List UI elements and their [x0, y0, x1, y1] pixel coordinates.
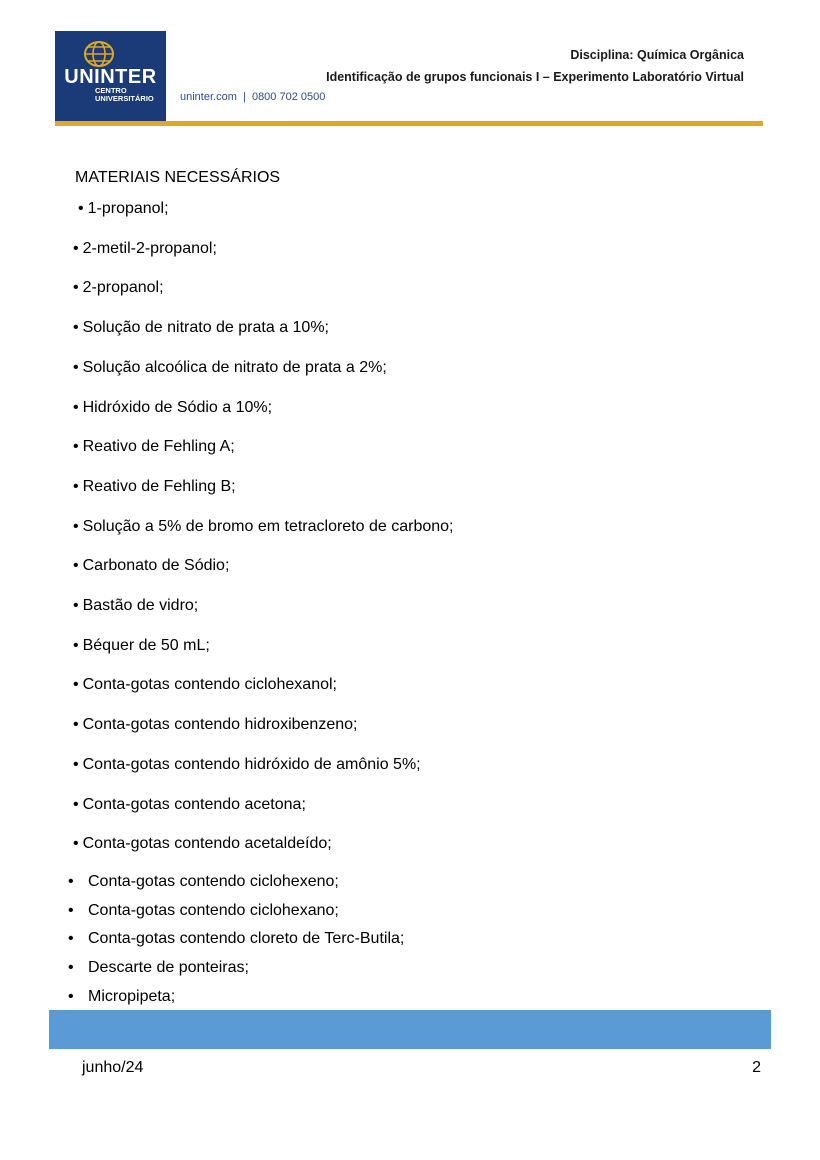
list-item: • Micropipeta;	[68, 988, 176, 1005]
list-item-label: Conta-gotas contendo cloreto de Terc-Butila;	[88, 930, 405, 947]
list-item-label: Béquer de 50 mL;	[82, 637, 210, 654]
list-item-label: Bastão de vidro;	[82, 597, 199, 614]
list-item: • Reativo de Fehling B;	[73, 478, 236, 495]
list-item-label: Descarte de ponteiras;	[88, 959, 249, 976]
footer-date: junho/24	[82, 1059, 144, 1076]
contact-info: uninter.com | 0800 702 0500	[180, 91, 326, 103]
list-item-label: 1-propanol;	[87, 200, 169, 217]
list-item-label: Hidróxido de Sódio a 10%;	[82, 399, 273, 416]
list-item-label: Carbonato de Sódio;	[82, 557, 230, 574]
list-item: • Hidróxido de Sódio a 10%;	[73, 399, 273, 416]
list-item: • 2-propanol;	[73, 279, 164, 296]
logo-subtitle-line2: UNIVERSITÁRIO	[95, 94, 154, 103]
list-item: • Bastão de vidro;	[73, 597, 199, 614]
list-item: • 2-metil-2-propanol;	[73, 240, 217, 257]
experiment-title: Identificação de grupos funcionais I – Experimento Laboratório Virtual	[326, 70, 744, 84]
list-item-label: Reativo de Fehling A;	[82, 438, 235, 455]
list-item: • Béquer de 50 mL;	[73, 637, 210, 654]
list-item-label: Solução alcoólica de nitrato de prata a 2%;	[82, 359, 387, 376]
uninter-logo	[55, 31, 166, 121]
list-item: • Conta-gotas contendo hidroxibenzeno;	[73, 716, 358, 733]
footer-bar	[49, 1010, 771, 1049]
list-item: • 1-propanol;	[78, 200, 169, 217]
header-title	[326, 44, 744, 88]
section-title: MATERIAIS NECESSÁRIOS	[75, 169, 281, 186]
list-item-label: Conta-gotas contendo acetona;	[82, 796, 306, 813]
list-item: • Solução alcoólica de nitrato de prata a 2%;	[73, 359, 387, 376]
list-item-label: Solução de nitrato de prata a 10%;	[82, 319, 329, 336]
list-item: • Conta-gotas contendo ciclohexanol;	[73, 676, 337, 693]
list-item: • Conta-gotas contendo acetaldeído;	[73, 835, 332, 852]
list-item-label: Conta-gotas contendo ciclohexano;	[88, 902, 339, 919]
list-item: • Conta-gotas contendo hidróxido de amônio 5%;	[73, 756, 421, 773]
list-item: • Descarte de ponteiras;	[68, 959, 249, 976]
list-item-label: Solução a 5% de bromo em tetracloreto de carbono;	[82, 518, 454, 535]
list-item: • Conta-gotas contendo ciclohexano;	[68, 902, 339, 919]
list-item-label: Reativo de Fehling B;	[82, 478, 236, 495]
list-item: • Carbonato de Sódio;	[73, 557, 230, 574]
list-item-label: Micropipeta;	[88, 988, 176, 1005]
list-item-label: Conta-gotas contendo hidroxibenzeno;	[82, 716, 358, 733]
logo-subtitle	[95, 87, 154, 103]
discipline-title: Disciplina: Química Orgânica	[570, 48, 744, 62]
list-item: • Solução de nitrato de prata a 10%;	[73, 319, 329, 336]
list-item: • Reativo de Fehling A;	[73, 438, 235, 455]
logo-name: UNINTER	[64, 66, 157, 88]
globe-icon	[81, 39, 117, 69]
list-item-label: 2-metil-2-propanol;	[82, 240, 217, 257]
header-divider	[55, 121, 763, 126]
list-item: • Conta-gotas contendo ciclohexeno;	[68, 873, 339, 890]
list-item: • Conta-gotas contendo cloreto de Terc-Butila;	[68, 930, 405, 947]
page-number: 2	[752, 1059, 761, 1076]
logo-subtitle-line1: CENTRO	[95, 86, 127, 95]
list-item: • Solução a 5% de bromo em tetracloreto de carbono;	[73, 518, 454, 535]
list-item-label: Conta-gotas contendo hidróxido de amônio 5%;	[82, 756, 421, 773]
list-item-label: Conta-gotas contendo ciclohexeno;	[88, 873, 339, 890]
list-item-label: Conta-gotas contendo ciclohexanol;	[82, 676, 337, 693]
list-item-label: 2-propanol;	[82, 279, 164, 296]
list-item-label: Conta-gotas contendo acetaldeído;	[82, 835, 332, 852]
list-item: • Conta-gotas contendo acetona;	[73, 796, 306, 813]
